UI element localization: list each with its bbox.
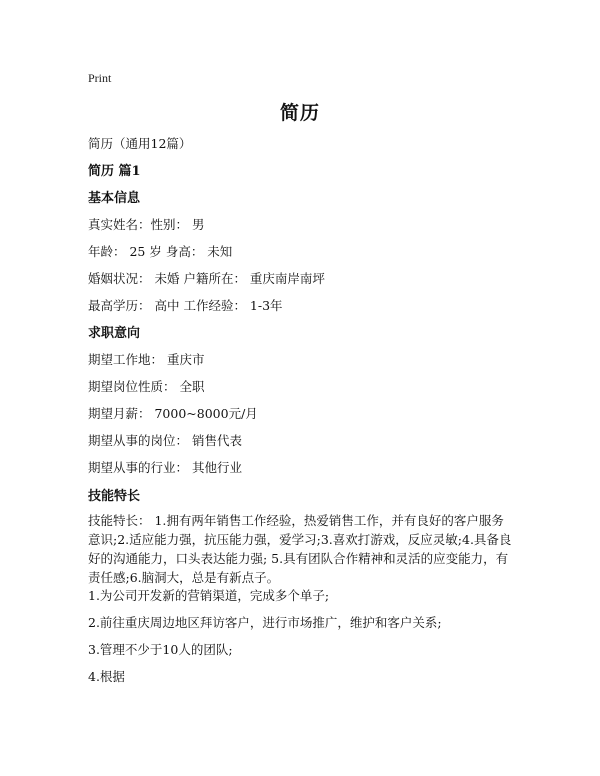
document-title: 简历 (279, 102, 320, 124)
document-subtitle: 简历（通用12篇） (88, 136, 192, 151)
skills-paragraph: 技能特长： 1.拥有两年销售工作经验，热爱销售工作，并有良好的客户服务意识;2.适应能力强，抗压能力强，爱学习;3.喜欢打游戏，反应灵敏;4.具备良好的沟通能力，口头表达能力强; 5.具有团队合作精神和灵活的应变能力，有责任感;6.脑洞大，总是有新点子。 (88, 513, 512, 585)
responsibility-item: 2.前往重庆周边地区拜访客户，进行市场推广，维护和客户关系; (88, 615, 442, 630)
basic-info-line: 最高学历： 高中 工作经验： 1-3年 (88, 298, 283, 313)
responsibility-item: 4.根据 (88, 669, 125, 684)
job-intent-line: 期望从事的岗位： 销售代表 (88, 433, 242, 448)
basic-info-heading: 基本信息 (88, 191, 141, 206)
basic-info-line: 婚姻状况： 未婚 户籍所在： 重庆南岸南坪 (88, 271, 325, 286)
job-intent-line: 期望从事的行业： 其他行业 (88, 460, 242, 475)
basic-info-line: 真实姓名：性别： 男 (88, 217, 205, 232)
section-title: 简历 篇1 (88, 164, 141, 179)
responsibility-item: 1.为公司开发新的营销渠道，完成多个单子; (88, 588, 330, 603)
job-intent-line: 期望工作地： 重庆市 (88, 352, 205, 367)
job-intent-heading: 求职意向 (88, 326, 141, 341)
print-link[interactable]: Print (88, 71, 112, 85)
basic-info-line: 年龄： 25 岁 身高： 未知 (88, 244, 233, 259)
skills-heading: 技能特长 (88, 489, 141, 504)
responsibility-item: 3.管理不少于10人的团队; (88, 642, 233, 657)
job-intent-line: 期望岗位性质： 全职 (88, 379, 205, 394)
job-intent-line: 期望月薪： 7000~8000元/月 (88, 406, 258, 421)
